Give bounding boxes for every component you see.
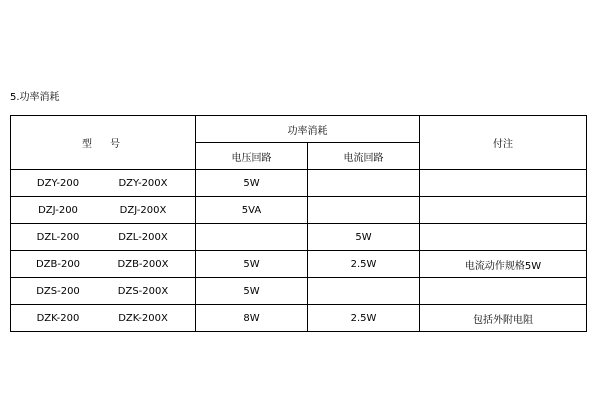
model-code-primary: DZJ-200 xyxy=(38,204,78,216)
table-row xyxy=(11,278,587,305)
cell-note xyxy=(420,224,587,251)
cell-voltage-circuit xyxy=(196,224,308,251)
table-row xyxy=(11,305,587,332)
model-code-variant: DZK-200X xyxy=(118,312,168,324)
model-code-variant: DZY-200X xyxy=(118,177,168,189)
cell-current-circuit: 2.5W xyxy=(308,251,420,278)
cell-note: 电流动作规格5W xyxy=(420,251,587,278)
model-code-variant: DZS-200X xyxy=(117,285,169,297)
model-code-variant: DZL-200X xyxy=(118,231,168,243)
cell-current-circuit: 5W xyxy=(308,224,420,251)
table-header xyxy=(11,116,587,170)
table-row xyxy=(11,170,587,197)
cell-note xyxy=(420,278,587,305)
cell-model xyxy=(11,170,196,197)
header-model: 型 号 xyxy=(11,116,196,170)
model-code-primary: DZY-200 xyxy=(36,177,80,189)
cell-note xyxy=(420,170,587,197)
cell-model xyxy=(11,197,196,224)
cell-current-circuit: 2.5W xyxy=(308,305,420,332)
model-code-primary: DZK-200 xyxy=(36,312,80,324)
cell-current-circuit xyxy=(308,197,420,224)
header-current-circuit: 电流回路 xyxy=(308,143,420,170)
cell-voltage-circuit: 8W xyxy=(196,305,308,332)
table-header-row-1 xyxy=(11,116,587,143)
cell-note xyxy=(420,197,587,224)
cell-model xyxy=(11,251,196,278)
table-row xyxy=(11,197,587,224)
cell-model xyxy=(11,224,196,251)
header-voltage-circuit: 电压回路 xyxy=(196,143,308,170)
power-consumption-table xyxy=(10,115,587,332)
cell-note: 包括外附电阻 xyxy=(420,305,587,332)
section-title: 5.功率消耗 xyxy=(10,92,60,103)
model-code-primary: DZB-200 xyxy=(35,258,81,270)
power-consumption-table-wrapper xyxy=(10,115,586,332)
model-code-primary: DZL-200 xyxy=(36,231,80,243)
header-note: 付注 xyxy=(420,116,587,170)
model-code-variant: DZB-200X xyxy=(117,258,169,270)
cell-current-circuit xyxy=(308,170,420,197)
table-row xyxy=(11,224,587,251)
cell-voltage-circuit: 5W xyxy=(196,251,308,278)
model-code-variant: DZJ-200X xyxy=(119,204,167,216)
header-power-consumption: 功率消耗 xyxy=(196,116,420,143)
cell-model xyxy=(11,278,196,305)
cell-voltage-circuit: 5W xyxy=(196,278,308,305)
model-code-primary: DZS-200 xyxy=(36,285,80,297)
table-body xyxy=(11,170,587,332)
table-row xyxy=(11,251,587,278)
cell-voltage-circuit: 5VA xyxy=(196,197,308,224)
cell-model xyxy=(11,305,196,332)
cell-current-circuit xyxy=(308,278,420,305)
cell-voltage-circuit: 5W xyxy=(196,170,308,197)
